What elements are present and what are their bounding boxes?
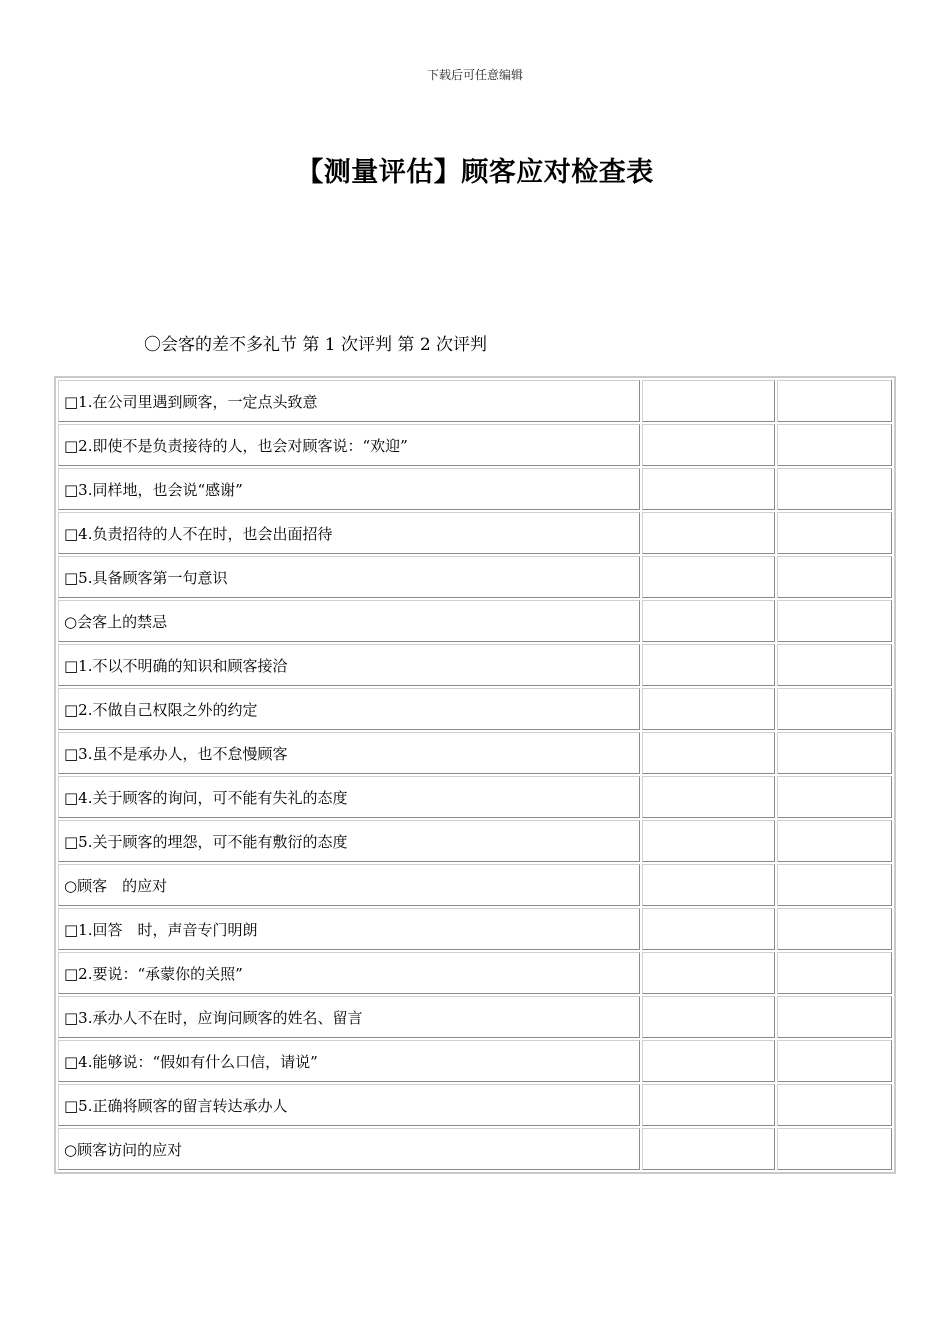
table-row bbox=[58, 688, 892, 730]
table-row bbox=[58, 952, 892, 994]
first-evaluation-cell[interactable] bbox=[642, 424, 775, 466]
second-evaluation-cell[interactable] bbox=[777, 600, 892, 642]
table-row bbox=[58, 776, 892, 818]
checklist-body bbox=[58, 380, 892, 1170]
checklist-item: ○顾客 的应对 bbox=[58, 864, 640, 906]
checklist-item: ○顾客访问的应对 bbox=[58, 1128, 640, 1170]
table-row bbox=[58, 468, 892, 510]
first-evaluation-cell[interactable] bbox=[642, 380, 775, 422]
checklist-item: □4.负责招待的人不在时，也会出面招待 bbox=[58, 512, 640, 554]
checklist-item: □2.不做自己权限之外的约定 bbox=[58, 688, 640, 730]
first-evaluation-cell[interactable] bbox=[642, 908, 775, 950]
table-row bbox=[58, 556, 892, 598]
first-evaluation-cell[interactable] bbox=[642, 776, 775, 818]
table-row bbox=[58, 424, 892, 466]
second-evaluation-cell[interactable] bbox=[777, 688, 892, 730]
first-evaluation-cell[interactable] bbox=[642, 996, 775, 1038]
checklist-item: □1.在公司里遇到顾客，一定点头致意 bbox=[58, 380, 640, 422]
checklist-item: □4.关于顾客的询问，可不能有失礼的态度 bbox=[58, 776, 640, 818]
checklist-item: ○会客上的禁忌 bbox=[58, 600, 640, 642]
first-evaluation-cell[interactable] bbox=[642, 688, 775, 730]
first-evaluation-cell[interactable] bbox=[642, 1128, 775, 1170]
second-evaluation-cell[interactable] bbox=[777, 512, 892, 554]
first-evaluation-cell[interactable] bbox=[642, 732, 775, 774]
table-row bbox=[58, 908, 892, 950]
first-evaluation-cell[interactable] bbox=[642, 864, 775, 906]
second-evaluation-cell[interactable] bbox=[777, 556, 892, 598]
second-evaluation-cell[interactable] bbox=[777, 1128, 892, 1170]
second-evaluation-cell[interactable] bbox=[777, 864, 892, 906]
table-row bbox=[58, 732, 892, 774]
first-evaluation-cell[interactable] bbox=[642, 952, 775, 994]
table-row bbox=[58, 1084, 892, 1126]
table-row bbox=[58, 864, 892, 906]
first-evaluation-cell[interactable] bbox=[642, 600, 775, 642]
checklist-item: □5.关于顾客的埋怨，可不能有敷衍的态度 bbox=[58, 820, 640, 862]
checklist-table bbox=[54, 376, 896, 1174]
table-row bbox=[58, 820, 892, 862]
checklist-item: □1.回答 时，声音专门明朗 bbox=[58, 908, 640, 950]
header-note: 下载后可任意编辑 bbox=[426, 68, 523, 82]
first-evaluation-cell[interactable] bbox=[642, 820, 775, 862]
second-evaluation-cell[interactable] bbox=[777, 776, 892, 818]
first-evaluation-cell[interactable] bbox=[642, 1040, 775, 1082]
first-evaluation-cell[interactable] bbox=[642, 556, 775, 598]
table-row bbox=[58, 512, 892, 554]
checklist-item: □5.具备顾客第一句意识 bbox=[58, 556, 640, 598]
second-evaluation-cell[interactable] bbox=[777, 996, 892, 1038]
document-title: 【测量评估】顾客应对检查表 bbox=[296, 157, 654, 188]
table-row bbox=[58, 600, 892, 642]
second-evaluation-cell[interactable] bbox=[777, 952, 892, 994]
checklist-item: □2.要说：“承蒙你的关照” bbox=[58, 952, 640, 994]
checklist-item: □2.即使不是负责接待的人，也会对顾客说：“欢迎” bbox=[58, 424, 640, 466]
checklist-item: □4.能够说：“假如有什么口信，请说” bbox=[58, 1040, 640, 1082]
checklist-item: □5.正确将顾客的留言转达承办人 bbox=[58, 1084, 640, 1126]
table-row bbox=[58, 1128, 892, 1170]
second-evaluation-cell[interactable] bbox=[777, 380, 892, 422]
checklist-item: □3.虽不是承办人，也不怠慢顾客 bbox=[58, 732, 640, 774]
checklist-item: □1.不以不明确的知识和顾客接洽 bbox=[58, 644, 640, 686]
first-evaluation-cell[interactable] bbox=[642, 512, 775, 554]
second-evaluation-cell[interactable] bbox=[777, 468, 892, 510]
checklist-item: □3.同样地，也会说“感谢” bbox=[58, 468, 640, 510]
second-evaluation-cell[interactable] bbox=[777, 732, 892, 774]
section-intro: 〇会客的差不多礼节 第 1 次评判 第 2 次评判 bbox=[144, 335, 488, 355]
checklist-item: □3.承办人不在时，应询问顾客的姓名、留言 bbox=[58, 996, 640, 1038]
table-row bbox=[58, 380, 892, 422]
first-evaluation-cell[interactable] bbox=[642, 644, 775, 686]
table-row bbox=[58, 644, 892, 686]
first-evaluation-cell[interactable] bbox=[642, 468, 775, 510]
first-evaluation-cell[interactable] bbox=[642, 1084, 775, 1126]
table-row bbox=[58, 996, 892, 1038]
second-evaluation-cell[interactable] bbox=[777, 424, 892, 466]
second-evaluation-cell[interactable] bbox=[777, 820, 892, 862]
second-evaluation-cell[interactable] bbox=[777, 1040, 892, 1082]
second-evaluation-cell[interactable] bbox=[777, 1084, 892, 1126]
second-evaluation-cell[interactable] bbox=[777, 908, 892, 950]
table-row bbox=[58, 1040, 892, 1082]
second-evaluation-cell[interactable] bbox=[777, 644, 892, 686]
